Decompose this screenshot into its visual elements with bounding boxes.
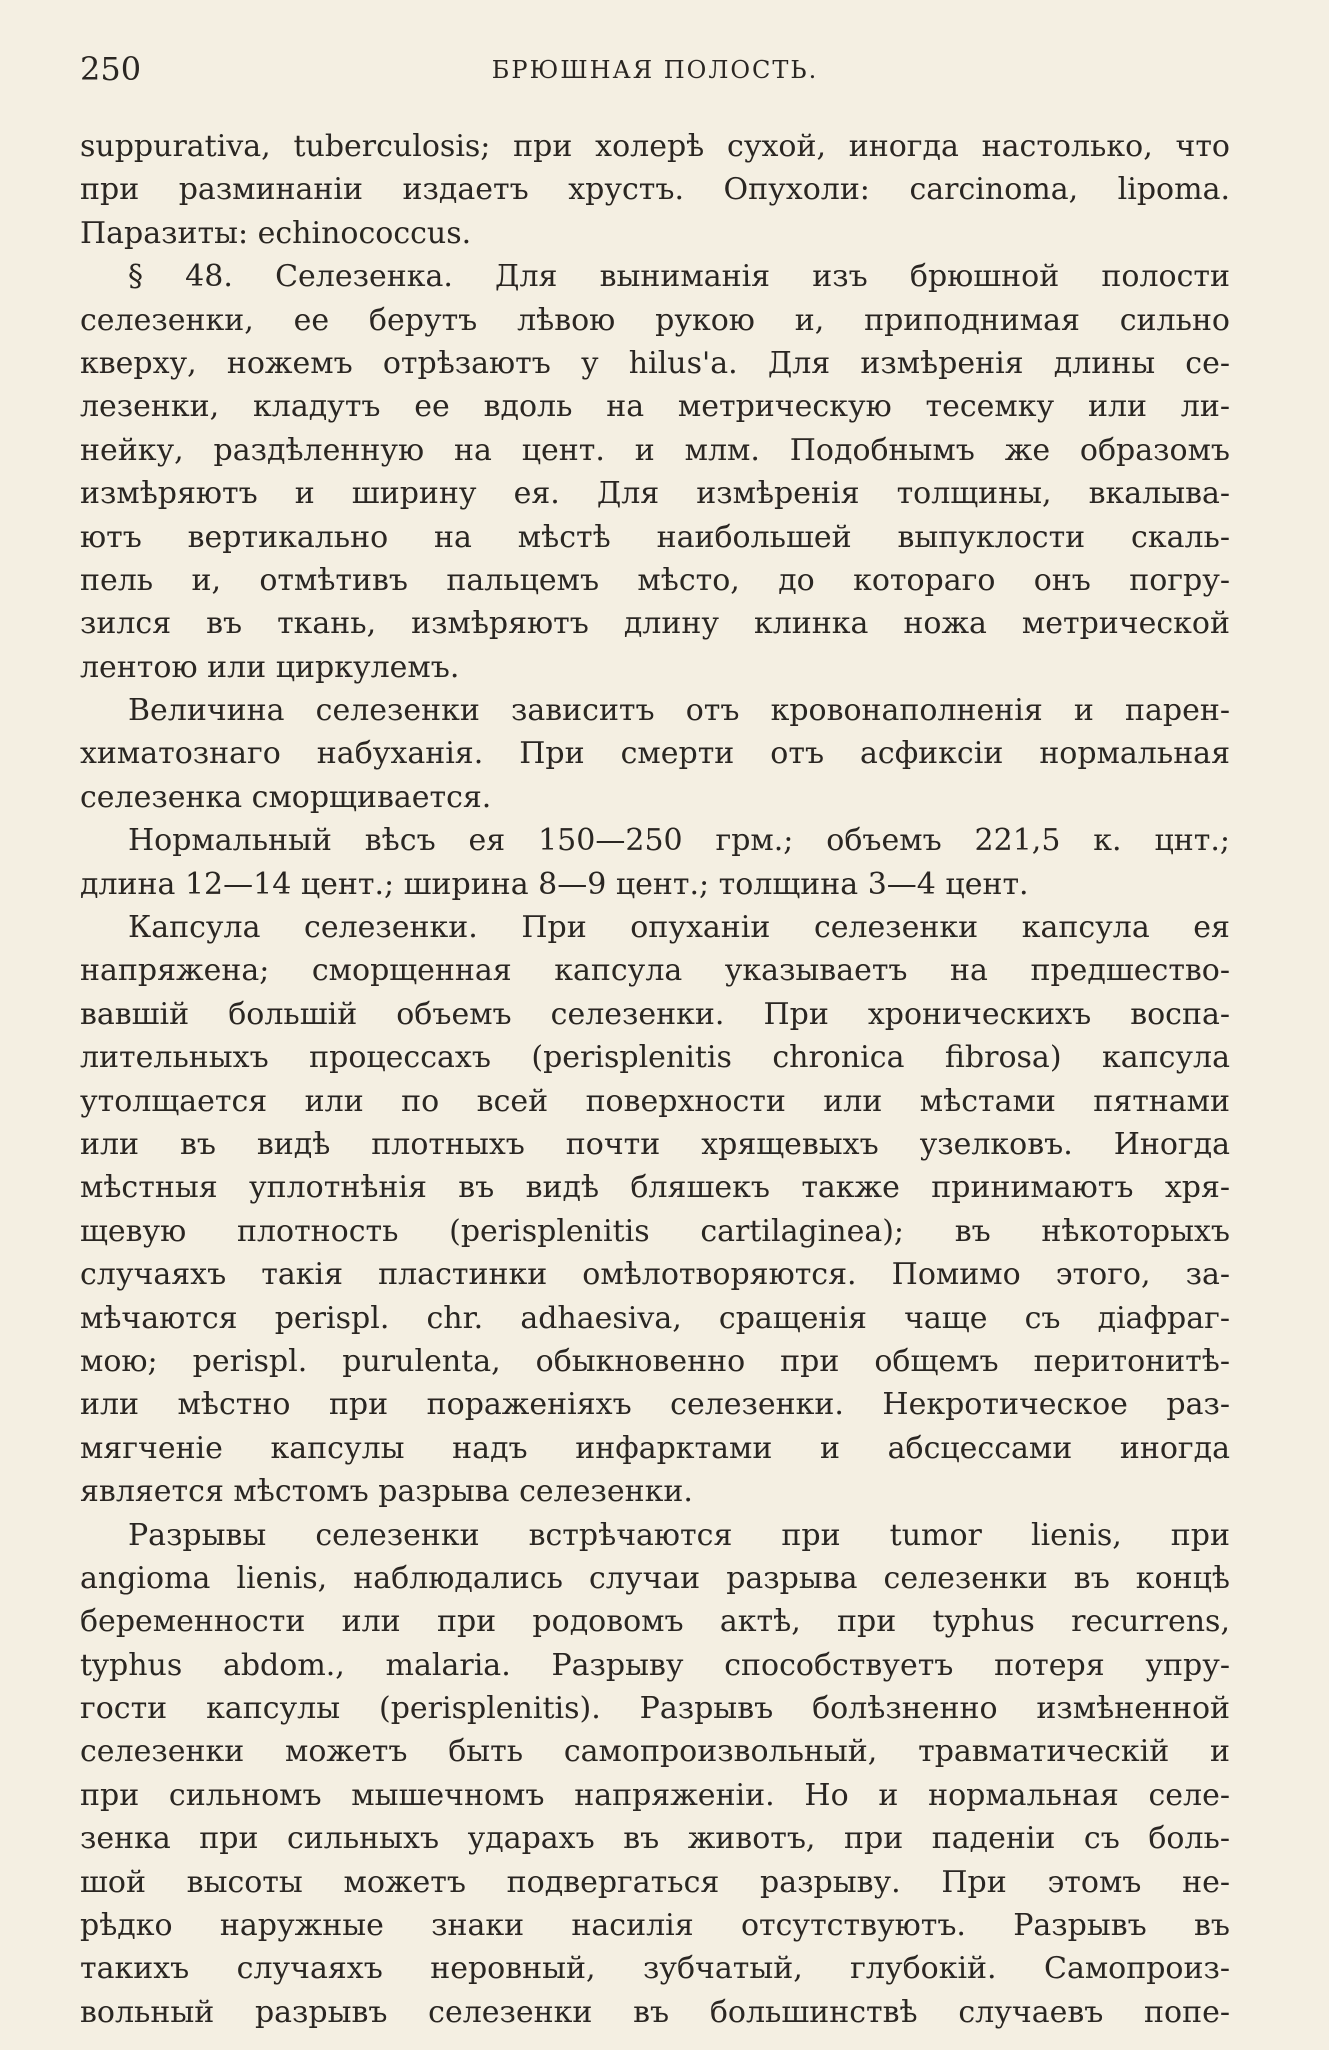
text-line: зился въ ткань, измѣряютъ длину клинка ножа метрической [80,606,1230,642]
text-line: Паразиты: echinococcus. [80,215,472,251]
text-line: химатознаго набуханiя. При смерти отъ асфиксiи нормальная [80,736,1230,772]
text-line: мягченiе капсулы надъ инфарктами и абсцессами иногда [80,1430,1230,1466]
text-line: длина 12—14 цент.; ширина 8—9 цент.; толщина 3—4 цент. [80,866,1029,902]
page-header [80,50,1230,90]
text-line: лентою или циркулемъ. [80,649,460,685]
page-number: 250 [80,50,142,88]
text-line: рѣдко наружные знаки насилiя отсутствуютъ. Разрывъ въ [80,1908,1230,1944]
text-line: лительныхъ процессахъ (perisplenitis chronica fibrosa) капсула [80,1040,1230,1076]
text-line: Нормальный вѣсъ ея 150—250 грм.; объемъ 221,5 к. цнт.; [128,823,1230,859]
text-line: щевую плотность (perisplenitis cartilaginea); въ нѣкоторыхъ [80,1213,1230,1249]
text-line: Разрывы селезенки встрѣчаются при tumor lienis, при [128,1517,1230,1553]
text-line: зенка при сильныхъ ударахъ въ животъ, при паденiи съ боль- [80,1821,1230,1857]
text-line: шой высоты можетъ подвергаться разрыву. При этомъ не- [80,1864,1230,1900]
text-line: или мѣстно при пораженiяхъ селезенки. Некротическое раз- [80,1387,1230,1423]
text-line: такихъ случаяхъ неровный, зубчатый, глубокiй. Самопроиз- [80,1951,1230,1987]
text-line: Капсула селезенки. При опуханiи селезенки капсула ея [128,910,1230,946]
text-line: напряжена; сморщенная капсула указываетъ на предшество- [80,953,1230,989]
text-line: мѣчаются perispl. chr. adhaesiva, сращенiя чаще съ дiафраг- [80,1300,1230,1336]
text-line: лезенки, кладутъ ее вдоль на метрическую тесемку или ли- [80,389,1230,425]
text-line: или въ видѣ плотныхъ почти хрящевыхъ узелковъ. Иногда [80,1126,1230,1162]
text-line: случаяхъ такiя пластинки омѣлотворяются. Помимо этого, за- [80,1257,1230,1293]
body-text [80,125,1230,2034]
text-line: селезенки, ее берутъ лѣвою рукою и, приподнимая сильно [80,302,1230,338]
text-line: при сильномъ мышечномъ напряженiи. Но и нормальная селе- [80,1777,1230,1813]
text-line: angioma lienis, наблюдались случаи разрыва селезенки въ концѣ [80,1560,1230,1596]
text-line: вольный разрывъ селезенки въ большинствѣ случаевъ попе- [80,1994,1230,2030]
text-line: гости капсулы (perisplenitis). Разрывъ болѣзненно измѣненной [80,1691,1230,1727]
text-line: Величина селезенки зависитъ отъ кровонаполненiя и парен- [128,693,1230,729]
text-line: является мѣстомъ разрыва селезенки. [80,1474,693,1510]
text-line: вавшiй большiй объемъ селезенки. При хроническихъ воспа- [80,996,1230,1032]
text-line: мою; perispl. purulenta, обыкновенно при общемъ перитонитѣ- [80,1343,1230,1379]
text-line: нейку, раздѣленную на цент. и млм. Подобнымъ же образомъ [80,432,1230,468]
text-line: мѣстныя уплотнѣнiя въ видѣ бляшекъ также принимаютъ хря- [80,1170,1230,1206]
text-line: § 48. Селезенка. Для выниманiя изъ брюшной полости [128,259,1230,295]
text-line: кверху, ножемъ отрѣзаютъ у hilus'a. Для измѣренiя длины се- [80,345,1230,381]
text-line: при разминанiи издаетъ хрустъ. Опухоли: carcinoma, lipoma. [80,172,1230,208]
text-line: селезенки можетъ быть самопроизвольный, травматическiй и [80,1734,1230,1770]
text-line: утолщается или по всей поверхности или мѣстами пятнами [80,1083,1230,1119]
text-line: измѣряютъ и ширину ея. Для измѣренiя толщины, вкалыва- [80,476,1230,512]
text-line: ютъ вертикально на мѣстѣ наибольшей выпуклости скаль- [80,519,1230,555]
text-line: беременности или при родовомъ актѣ, при typhus recurrens, [80,1604,1230,1640]
text-line: suppurativa, tuberculosis; при холерѣ сухой, иногда настолько, что [80,129,1230,164]
text-line: typhus abdom., malaria. Разрыву способствуетъ потеря упру- [80,1647,1230,1683]
text-line: пель и, отмѣтивъ пальцемъ мѣсто, до котораго онъ погру- [80,562,1230,598]
text-line: селезенка сморщивается. [80,779,492,815]
running-title: БРЮШНАЯ ПОЛОСТЬ. [491,56,819,84]
